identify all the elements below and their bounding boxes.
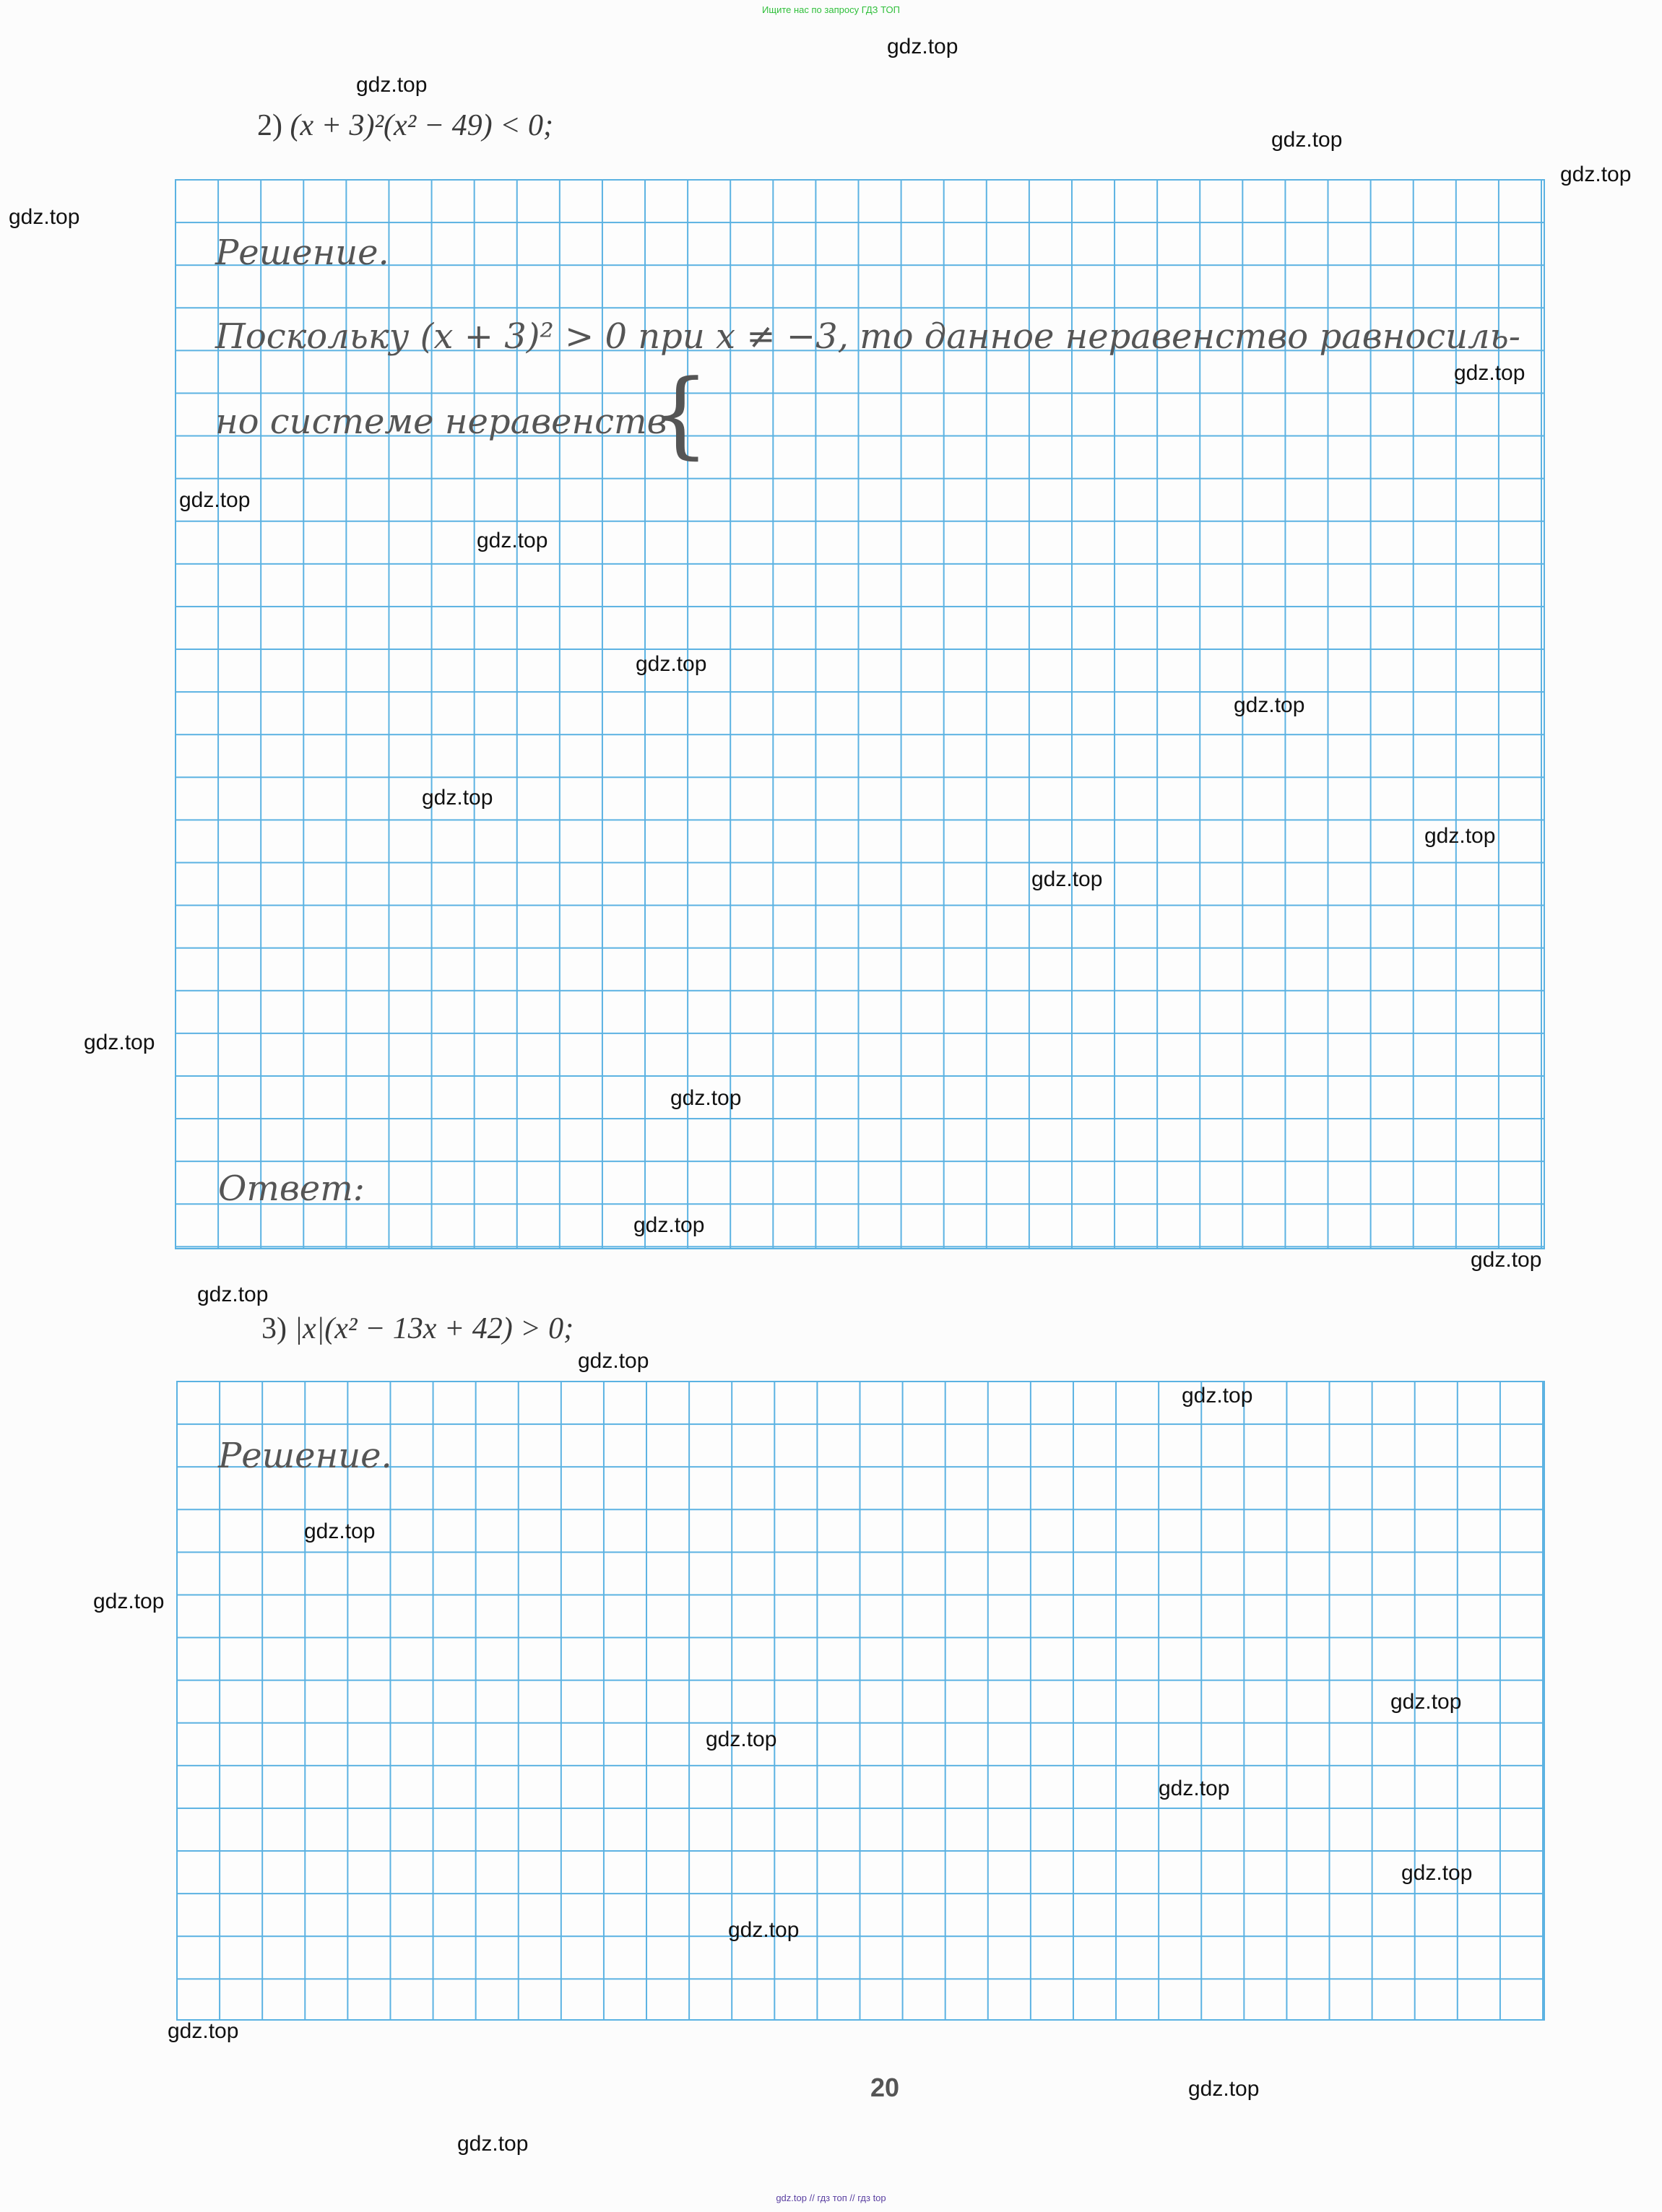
watermark: gdz.top	[457, 2132, 529, 2156]
watermark: gdz.top	[422, 786, 493, 810]
watermark: gdz.top	[636, 652, 707, 676]
watermark: gdz.top	[168, 2019, 239, 2043]
task-2-answer-label: Ответ:	[218, 1168, 365, 1209]
task-3-statement	[261, 1311, 574, 1346]
watermark: gdz.top	[179, 488, 251, 512]
watermark: gdz.top	[1188, 2077, 1260, 2101]
watermark: gdz.top	[1454, 361, 1525, 385]
grid-area-task-3[interactable]	[176, 1381, 1545, 2021]
task-3-solution-label: Решение.	[218, 1436, 392, 1476]
watermark: gdz.top	[706, 1727, 777, 1751]
watermark: gdz.top	[1031, 867, 1103, 891]
watermark: gdz.top	[1234, 693, 1305, 717]
task-2-solution-label: Решение.	[215, 233, 389, 273]
task-2-solution-line-1: Поскольку (x + 3)² > 0 при x ≠ −3, то данное неравенство равносиль-	[215, 316, 1520, 357]
watermark: gdz.top	[578, 1349, 649, 1373]
watermark: gdz.top	[670, 1086, 742, 1110]
watermark: gdz.top	[1159, 1777, 1230, 1800]
watermark: gdz.top	[1271, 128, 1343, 152]
watermark: gdz.top	[477, 529, 548, 552]
watermark: gdz.top	[1401, 1861, 1473, 1885]
watermark: gdz.top	[84, 1031, 155, 1054]
watermark: gdz.top	[304, 1519, 376, 1543]
watermark: gdz.top	[197, 1283, 269, 1306]
watermark: gdz.top	[93, 1589, 165, 1613]
top-banner: Ищите нас по запросу ГДЗ ТОП	[762, 4, 900, 15]
task-2-expression: (x + 3)²(x² − 49) < 0;	[290, 109, 553, 142]
watermark: gdz.top	[356, 73, 428, 97]
watermark: gdz.top	[1471, 1248, 1542, 1272]
task-3-expression: |x|(x² − 13x + 42) > 0;	[294, 1312, 574, 1345]
watermark: gdz.top	[1560, 162, 1632, 186]
watermark: gdz.top	[1182, 1384, 1253, 1408]
watermark: gdz.top	[1424, 824, 1496, 848]
system-brace: {	[650, 359, 710, 469]
task-3-number: 3)	[261, 1312, 287, 1345]
task-2-solution-line-2: но системе неравенств	[215, 402, 667, 442]
task-2-number: 2)	[257, 109, 282, 142]
watermark: gdz.top	[887, 35, 958, 58]
task-2-statement	[257, 108, 553, 143]
watermark: gdz.top	[9, 205, 80, 229]
watermark: gdz.top	[1390, 1690, 1462, 1714]
page-number: 20	[870, 2073, 900, 2102]
bottom-banner: gdz.top // гдз топ // гдз top	[776, 2193, 886, 2203]
watermark: gdz.top	[728, 1918, 800, 1942]
watermark: gdz.top	[633, 1213, 705, 1237]
